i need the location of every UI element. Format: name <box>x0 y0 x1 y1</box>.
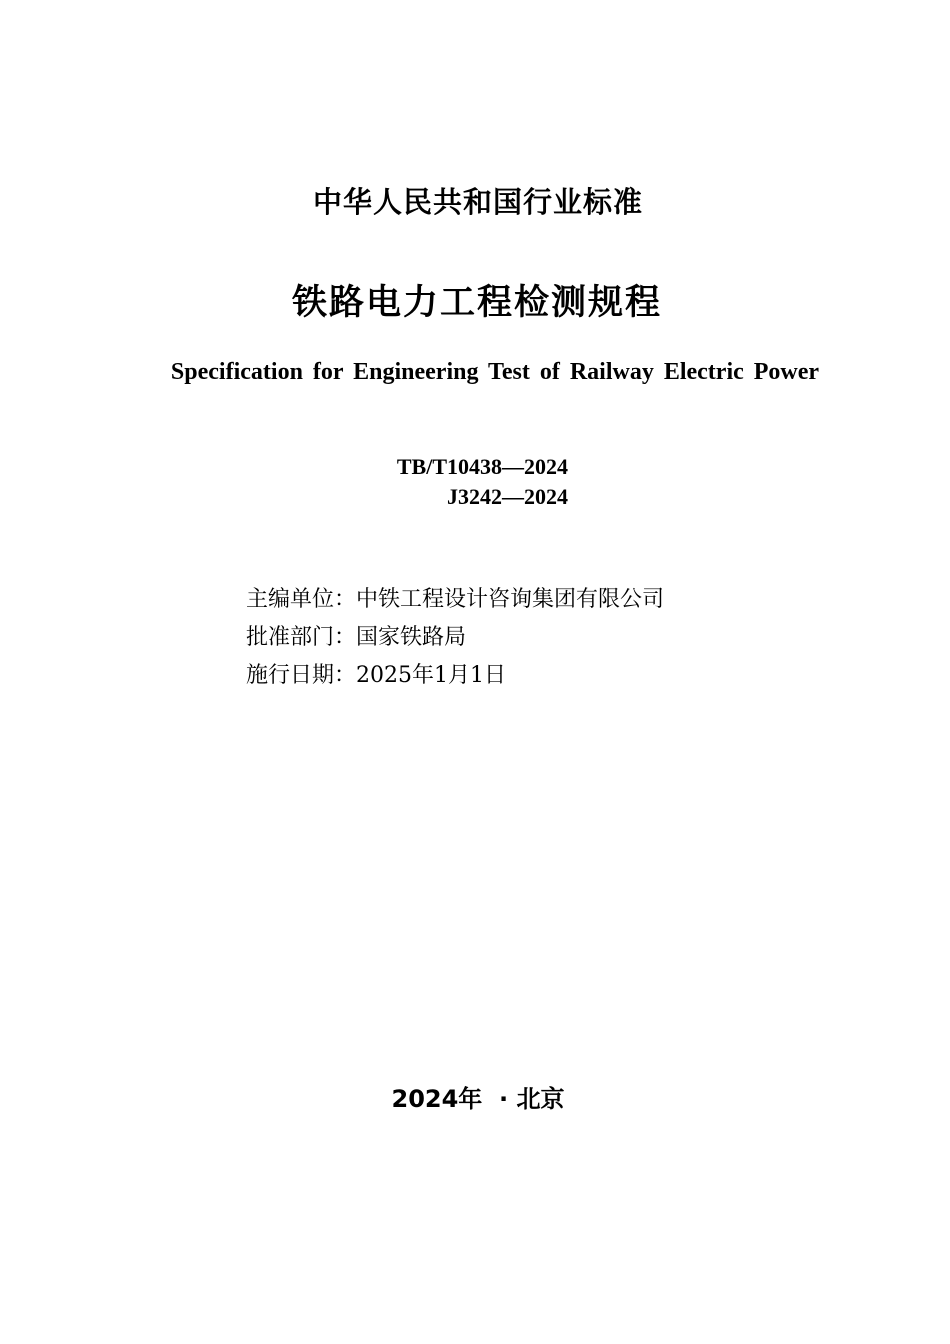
document-title-en: Specification for Engineering Test of Railway Electric Power <box>170 359 820 385</box>
standard-number-j: J3242—2024 <box>447 484 568 509</box>
approving-department: 批准部门：国家铁路局 <box>246 625 467 650</box>
standard-number-tb: TB/T10438—2024 <box>396 454 568 479</box>
chief-editor-unit: 主编单位：中铁工程设计咨询集团有限公司 <box>246 587 665 612</box>
effective-date: 施行日期：2025年1月1日 <box>246 663 506 688</box>
industry-standard-heading: 中华人民共和国行业标准 <box>312 185 643 219</box>
publication-info <box>246 581 664 695</box>
document-title-zh: 铁路电力工程检测规程 <box>291 283 662 323</box>
standard-numbers <box>300 452 568 512</box>
publication-year-place: 2024年 · 北京 <box>391 1085 565 1113</box>
